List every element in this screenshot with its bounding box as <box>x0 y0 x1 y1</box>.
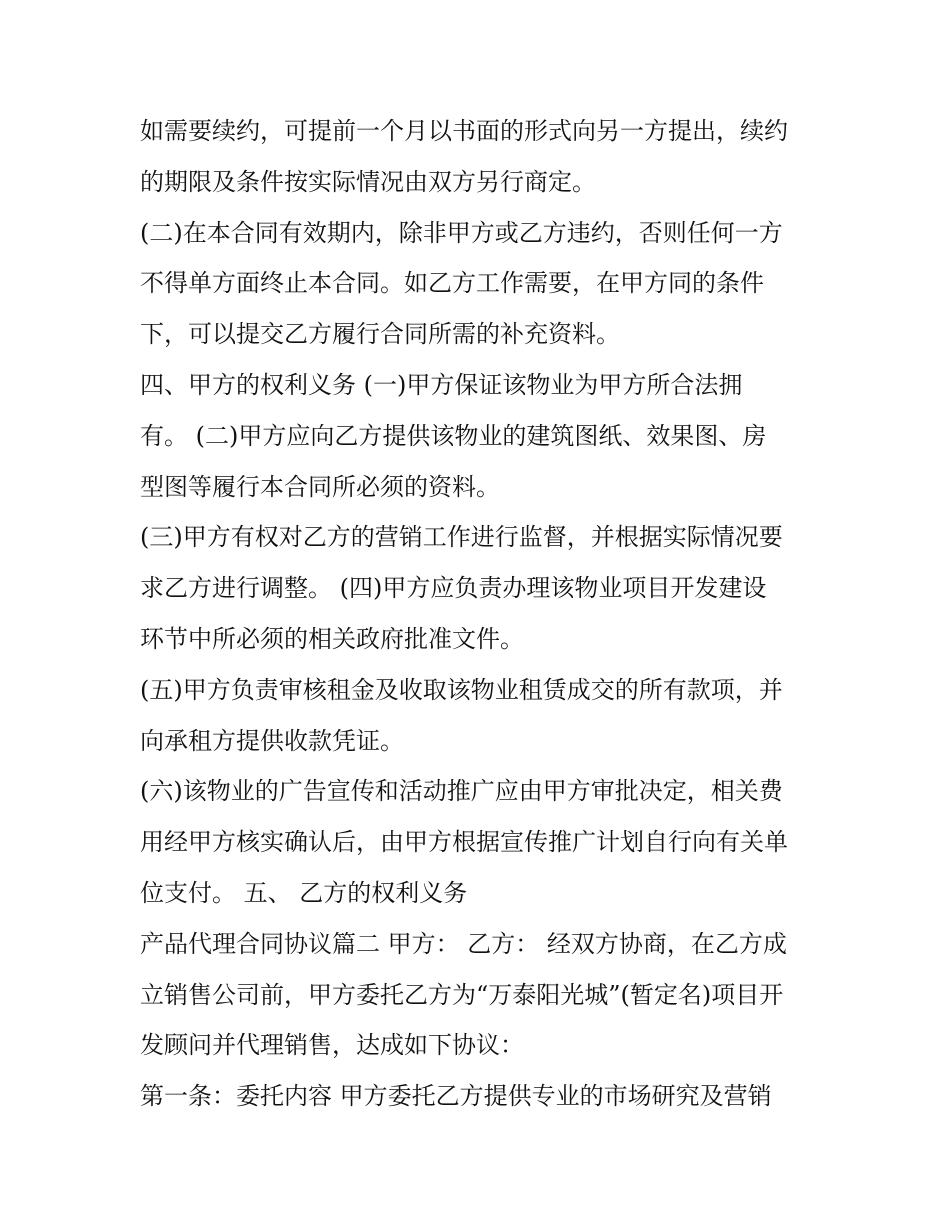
text-line: 第一条：委托内容 甲方委托乙方提供专业的市场研究及营销 <box>140 1082 772 1111</box>
text-line: 求乙方进行调整。 (四)甲方应负责办理该物业项目开发建设 <box>140 574 767 603</box>
text-line: 如需要续约，可提前一个月以书面的形式向另一方提出，续约 <box>140 117 788 145</box>
document-body <box>140 106 830 1122</box>
text-line: 产品代理合同协议篇二 甲方： 乙方： 经双方协商，在乙方成 <box>140 929 787 958</box>
text-line: 用经甲方核实确认后，由甲方根据宣传推广计划自行向有关单 <box>140 828 788 857</box>
text-line: 向承租方提供收款凭证。 <box>140 726 404 755</box>
text-line: 立销售公司前，甲方委托乙方为“万泰阳光城”(暂定名)项目开 <box>140 980 784 1009</box>
text-line: (三)甲方有权对乙方的营销工作进行监督，并根据实际情况要 <box>140 523 783 552</box>
text-line: 环节中所必须的相关政府批准文件。 <box>140 624 524 653</box>
text-line: 的期限及条件按实际情况由双方另行商定。 <box>140 167 596 196</box>
text-line: 四、甲方的权利义务 (一)甲方保证该物业为甲方所合法拥 <box>140 370 743 399</box>
text-line: 型图等履行本合同所必须的资料。 <box>140 472 500 501</box>
text-line: 发顾问并代理销售，达成如下协议： <box>140 1031 524 1060</box>
text-line: 不得单方面终止本合同。如乙方工作需要，在甲方同的条件 <box>140 269 764 298</box>
text-line: (二)在本合同有效期内，除非甲方或乙方违约，否则任何一方 <box>140 218 783 247</box>
text-line: (五)甲方负责审核租金及收取该物业租赁成交的所有款项，并 <box>140 675 783 704</box>
text-line: 有。 (二)甲方应向乙方提供该物业的建筑图纸、效果图、房 <box>140 421 767 450</box>
text-line: 位支付。 五、 乙方的权利义务 <box>140 878 468 907</box>
text-line: 下，可以提交乙方履行合同所需的补充资料。 <box>140 320 620 349</box>
text-line: (六)该物业的广告宣传和活动推广应由甲方审批决定，相关费 <box>140 777 783 806</box>
